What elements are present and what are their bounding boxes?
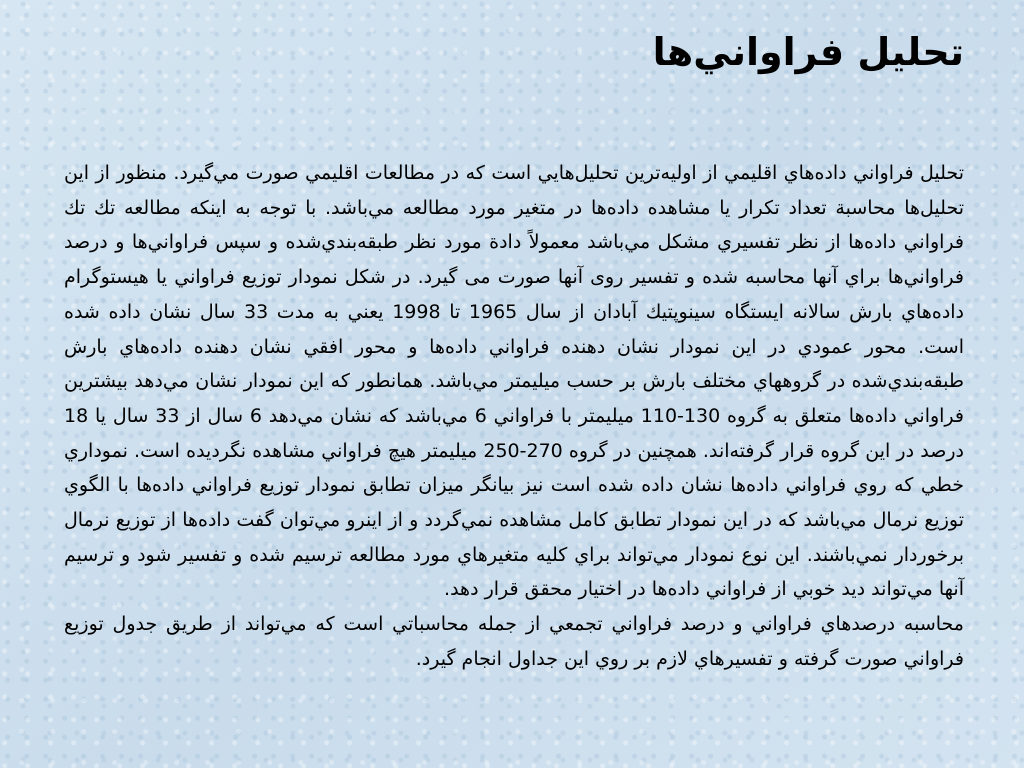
body-paragraph-1: تحليل فراواني داده‌هاي اقليمي از اوليه‌ترين تحليل‌هايي است كه در مطالعات اقليمي صورت مي‌گيرد. منظور از اين تحليل‌ها محاسبة تعداد تكرار يا مشاهده داده‌ها در متغير مورد مطالعه مي‌باشد. با توجه به اينكه مطالعه تك تك فراواني داده‌ها از نظر تفسيري مشكل مي‌باشد معمولاً دادة مورد نظر طبقه‌بندي‌شده و سپس فراواني‌ها و درصد فراواني‌ها براي آنها محاسبه شده و تفسير روی آنها صورت می گیرد. در شكل نمودار توزيع فراواني يا هيستوگرام داده‌هاي بارش سالانه ايستگاه سينوپتيك آبادان از سال 1965 تا 1998 يعني به مدت 33 سال نشان داده شده است. محور عمودي در اين نمودار نشان دهنده فراواني داده‌ها و محور افقي نشان دهنده داده‌هاي بارش طبقه‌بندي‌شده در گروههاي مختلف بارش بر حسب ميليمتر مي‌باشد. همانطور كه اين نمودار نشان مي‌دهد بيشترين فراواني داده‌ها متعلق به گروه 130-110 ميليمتر با فراواني 6 مي‌باشد كه نشان مي‌دهد 6 سال از 33 سال يا 18 درصد در اين گروه قرار گرفته‌اند. همچنين در گروه 270-250 ميليمتر هيچ فراواني مشاهده نگرديده است. نموداري خطي كه روي فراواني داده‌ها نشان داده شده است نيز بيانگر ميزان تطابق نمودار توزيع فراواني داده‌ها با الگوي توزيع نرمال مي‌باشد كه در اين نمودار تطابق كامل مشاهده نمي‌گردد و از اينرو مي‌توان گفت داده‌ها از توزيع نرمال برخوردار نمي‌باشند. اين نوع نمودار مي‌تواند براي كليه متغيرهاي مورد مطالعه ترسيم شده و تفسير شود و ترسيم آنها مي‌تواند ديد خوبي از فراواني داده‌ها در اختيار محقق قرار دهد. xyxy=(64,162,965,601)
slide-body xyxy=(64,156,964,677)
body-paragraph-2: محاسبه درصدهاي فراواني و درصد فراواني تجمعي از جمله محاسباتي است كه مي‌تواند از طريق جدول توزيع فراواني صورت گرفته و تفسيرهاي لازم بر روي اين جداول انجام گيرد. xyxy=(64,613,964,670)
slide-title: تحليل فراواني‌ها xyxy=(652,30,964,74)
